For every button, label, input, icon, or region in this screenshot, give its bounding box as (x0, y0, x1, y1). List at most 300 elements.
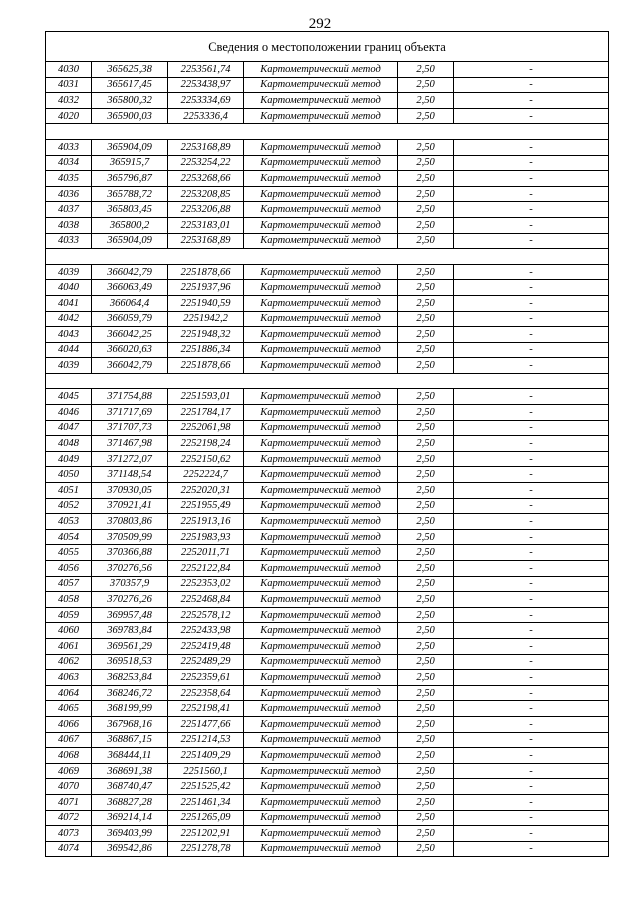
x-coordinate-cell: 365788,72 (92, 186, 168, 202)
x-coordinate-cell: 370509,99 (92, 529, 168, 545)
description-cell: - (454, 545, 609, 561)
x-coordinate-cell: 368253,84 (92, 670, 168, 686)
table-row (46, 280, 609, 296)
x-coordinate-cell: 366063,49 (92, 280, 168, 296)
table-row (46, 638, 609, 654)
description-cell: - (454, 810, 609, 826)
y-coordinate-cell: 2253168,89 (168, 139, 244, 155)
x-coordinate-cell: 365625,38 (92, 62, 168, 78)
x-coordinate-cell: 366042,25 (92, 327, 168, 343)
description-cell: - (454, 280, 609, 296)
table-row (46, 529, 609, 545)
accuracy-cell: 2,50 (398, 794, 454, 810)
y-coordinate-cell: 2252359,61 (168, 670, 244, 686)
point-number-cell: 4033 (46, 139, 92, 155)
point-number-cell: 4046 (46, 405, 92, 421)
description-cell: - (454, 638, 609, 654)
accuracy-cell: 2,50 (398, 311, 454, 327)
x-coordinate-cell: 371467,98 (92, 436, 168, 452)
y-coordinate-cell: 2252468,84 (168, 592, 244, 608)
description-cell: - (454, 93, 609, 109)
x-coordinate-cell: 370357,9 (92, 576, 168, 592)
point-number-cell: 4049 (46, 451, 92, 467)
group-separator-cell (46, 373, 609, 389)
x-coordinate-cell: 366059,79 (92, 311, 168, 327)
table-row (46, 202, 609, 218)
accuracy-cell: 2,50 (398, 389, 454, 405)
description-cell: - (454, 295, 609, 311)
accuracy-cell: 2,50 (398, 93, 454, 109)
accuracy-cell: 2,50 (398, 498, 454, 514)
point-number-cell: 4067 (46, 732, 92, 748)
point-number-cell: 4020 (46, 108, 92, 124)
accuracy-cell: 2,50 (398, 810, 454, 826)
description-cell: - (454, 451, 609, 467)
x-coordinate-cell: 370366,88 (92, 545, 168, 561)
description-cell: - (454, 732, 609, 748)
description-cell: - (454, 62, 609, 78)
description-cell: - (454, 171, 609, 187)
description-cell: - (454, 264, 609, 280)
y-coordinate-cell: 2251886,34 (168, 342, 244, 358)
x-coordinate-cell: 368691,38 (92, 763, 168, 779)
description-cell: - (454, 342, 609, 358)
description-cell: - (454, 77, 609, 93)
description-cell: - (454, 405, 609, 421)
table-row (46, 405, 609, 421)
x-coordinate-cell: 365904,09 (92, 233, 168, 249)
description-cell: - (454, 716, 609, 732)
accuracy-cell: 2,50 (398, 545, 454, 561)
method-cell: Картометрический метод (244, 264, 398, 280)
description-cell: - (454, 701, 609, 717)
accuracy-cell: 2,50 (398, 233, 454, 249)
x-coordinate-cell: 367968,16 (92, 716, 168, 732)
point-number-cell: 4055 (46, 545, 92, 561)
y-coordinate-cell: 2251202,91 (168, 826, 244, 842)
table-title: Сведения о местоположении границ объекта (46, 32, 609, 62)
accuracy-cell: 2,50 (398, 451, 454, 467)
description-cell: - (454, 748, 609, 764)
table-row (46, 670, 609, 686)
table-row (46, 748, 609, 764)
description-cell: - (454, 233, 609, 249)
table-row (46, 451, 609, 467)
description-cell: - (454, 623, 609, 639)
y-coordinate-cell: 2253336,4 (168, 108, 244, 124)
x-coordinate-cell: 370921,41 (92, 498, 168, 514)
method-cell: Картометрический метод (244, 545, 398, 561)
table-row (46, 794, 609, 810)
method-cell: Картометрический метод (244, 451, 398, 467)
accuracy-cell: 2,50 (398, 779, 454, 795)
y-coordinate-cell: 2252020,31 (168, 483, 244, 499)
table-title-row (46, 32, 609, 62)
y-coordinate-cell: 2251409,29 (168, 748, 244, 764)
point-number-cell: 4056 (46, 561, 92, 577)
accuracy-cell: 2,50 (398, 280, 454, 296)
table-row (46, 264, 609, 280)
x-coordinate-cell: 369518,53 (92, 654, 168, 670)
y-coordinate-cell: 2252198,41 (168, 701, 244, 717)
method-cell: Картометрический метод (244, 498, 398, 514)
method-cell: Картометрический метод (244, 794, 398, 810)
description-cell: - (454, 483, 609, 499)
table-row (46, 607, 609, 623)
y-coordinate-cell: 2252358,64 (168, 685, 244, 701)
accuracy-cell: 2,50 (398, 732, 454, 748)
y-coordinate-cell: 2251278,78 (168, 841, 244, 857)
y-coordinate-cell: 2253168,89 (168, 233, 244, 249)
table-row (46, 217, 609, 233)
y-coordinate-cell: 2251461,34 (168, 794, 244, 810)
method-cell: Картометрический метод (244, 171, 398, 187)
description-cell: - (454, 389, 609, 405)
method-cell: Картометрический метод (244, 311, 398, 327)
point-number-cell: 4042 (46, 311, 92, 327)
accuracy-cell: 2,50 (398, 358, 454, 374)
accuracy-cell: 2,50 (398, 139, 454, 155)
y-coordinate-cell: 2253334,69 (168, 93, 244, 109)
description-cell: - (454, 420, 609, 436)
method-cell: Картометрический метод (244, 826, 398, 842)
method-cell: Картометрический метод (244, 295, 398, 311)
point-number-cell: 4031 (46, 77, 92, 93)
description-cell: - (454, 794, 609, 810)
description-cell: - (454, 561, 609, 577)
accuracy-cell: 2,50 (398, 186, 454, 202)
x-coordinate-cell: 369561,29 (92, 638, 168, 654)
table-row (46, 295, 609, 311)
point-number-cell: 4039 (46, 358, 92, 374)
x-coordinate-cell: 370276,26 (92, 592, 168, 608)
description-cell: - (454, 607, 609, 623)
description-cell: - (454, 186, 609, 202)
point-number-cell: 4054 (46, 529, 92, 545)
method-cell: Картометрический метод (244, 716, 398, 732)
point-number-cell: 4047 (46, 420, 92, 436)
y-coordinate-cell: 2252353,02 (168, 576, 244, 592)
x-coordinate-cell: 368827,28 (92, 794, 168, 810)
method-cell: Картометрический метод (244, 763, 398, 779)
method-cell: Картометрический метод (244, 62, 398, 78)
x-coordinate-cell: 369403,99 (92, 826, 168, 842)
x-coordinate-cell: 365617,45 (92, 77, 168, 93)
method-cell: Картометрический метод (244, 233, 398, 249)
accuracy-cell: 2,50 (398, 467, 454, 483)
point-number-cell: 4043 (46, 327, 92, 343)
accuracy-cell: 2,50 (398, 405, 454, 421)
y-coordinate-cell: 2253254,22 (168, 155, 244, 171)
table-row (46, 483, 609, 499)
table-row (46, 545, 609, 561)
method-cell: Картометрический метод (244, 342, 398, 358)
method-cell: Картометрический метод (244, 280, 398, 296)
x-coordinate-cell: 371707,73 (92, 420, 168, 436)
point-number-cell: 4032 (46, 93, 92, 109)
x-coordinate-cell: 368444,11 (92, 748, 168, 764)
x-coordinate-cell: 365796,87 (92, 171, 168, 187)
method-cell: Картометрический метод (244, 841, 398, 857)
point-number-cell: 4050 (46, 467, 92, 483)
description-cell: - (454, 311, 609, 327)
table-row (46, 77, 609, 93)
y-coordinate-cell: 2253438,97 (168, 77, 244, 93)
accuracy-cell: 2,50 (398, 638, 454, 654)
method-cell: Картометрический метод (244, 701, 398, 717)
description-cell: - (454, 108, 609, 124)
method-cell: Картометрический метод (244, 108, 398, 124)
method-cell: Картометрический метод (244, 186, 398, 202)
group-separator-row (46, 249, 609, 265)
accuracy-cell: 2,50 (398, 420, 454, 436)
y-coordinate-cell: 2252419,48 (168, 638, 244, 654)
method-cell: Картометрический метод (244, 77, 398, 93)
description-cell: - (454, 685, 609, 701)
table-row (46, 186, 609, 202)
x-coordinate-cell: 368199,99 (92, 701, 168, 717)
point-number-cell: 4071 (46, 794, 92, 810)
x-coordinate-cell: 371754,88 (92, 389, 168, 405)
table-row (46, 810, 609, 826)
table-row (46, 93, 609, 109)
point-number-cell: 4065 (46, 701, 92, 717)
point-number-cell: 4053 (46, 514, 92, 530)
table-row (46, 327, 609, 343)
method-cell: Картометрический метод (244, 607, 398, 623)
y-coordinate-cell: 2253208,85 (168, 186, 244, 202)
method-cell: Картометрический метод (244, 405, 398, 421)
table-row (46, 155, 609, 171)
table-row (46, 436, 609, 452)
method-cell: Картометрический метод (244, 576, 398, 592)
accuracy-cell: 2,50 (398, 701, 454, 717)
table-row (46, 576, 609, 592)
x-coordinate-cell: 369783,84 (92, 623, 168, 639)
table-body (46, 32, 609, 857)
x-coordinate-cell: 371272,07 (92, 451, 168, 467)
point-number-cell: 4035 (46, 171, 92, 187)
x-coordinate-cell: 365800,2 (92, 217, 168, 233)
x-coordinate-cell: 366042,79 (92, 358, 168, 374)
page-number: 292 (308, 16, 332, 32)
table-row (46, 342, 609, 358)
y-coordinate-cell: 2253206,88 (168, 202, 244, 218)
table-row (46, 233, 609, 249)
method-cell: Картометрический метод (244, 155, 398, 171)
method-cell: Картометрический метод (244, 467, 398, 483)
method-cell: Картометрический метод (244, 389, 398, 405)
accuracy-cell: 2,50 (398, 592, 454, 608)
x-coordinate-cell: 365915,7 (92, 155, 168, 171)
table-row (46, 701, 609, 717)
description-cell: - (454, 763, 609, 779)
description-cell: - (454, 467, 609, 483)
accuracy-cell: 2,50 (398, 561, 454, 577)
y-coordinate-cell: 2251878,66 (168, 264, 244, 280)
method-cell: Картометрический метод (244, 592, 398, 608)
table-row (46, 514, 609, 530)
accuracy-cell: 2,50 (398, 716, 454, 732)
table-row (46, 389, 609, 405)
table-row (46, 716, 609, 732)
description-cell: - (454, 529, 609, 545)
description-cell: - (454, 358, 609, 374)
table-row (46, 311, 609, 327)
accuracy-cell: 2,50 (398, 202, 454, 218)
y-coordinate-cell: 2253183,01 (168, 217, 244, 233)
method-cell: Картометрический метод (244, 748, 398, 764)
method-cell: Картометрический метод (244, 93, 398, 109)
accuracy-cell: 2,50 (398, 155, 454, 171)
table-row (46, 654, 609, 670)
table-row (46, 685, 609, 701)
method-cell: Картометрический метод (244, 779, 398, 795)
y-coordinate-cell: 2252150,62 (168, 451, 244, 467)
accuracy-cell: 2,50 (398, 77, 454, 93)
description-cell: - (454, 498, 609, 514)
x-coordinate-cell: 368740,47 (92, 779, 168, 795)
table-row (46, 420, 609, 436)
method-cell: Картометрический метод (244, 436, 398, 452)
point-number-cell: 4039 (46, 264, 92, 280)
description-cell: - (454, 779, 609, 795)
boundary-coordinates-table (45, 31, 609, 857)
accuracy-cell: 2,50 (398, 295, 454, 311)
description-cell: - (454, 202, 609, 218)
method-cell: Картометрический метод (244, 327, 398, 343)
method-cell: Картометрический метод (244, 732, 398, 748)
description-cell: - (454, 592, 609, 608)
x-coordinate-cell: 369214,14 (92, 810, 168, 826)
point-number-cell: 4072 (46, 810, 92, 826)
point-number-cell: 4070 (46, 779, 92, 795)
method-cell: Картометрический метод (244, 358, 398, 374)
x-coordinate-cell: 371148,54 (92, 467, 168, 483)
x-coordinate-cell: 365904,09 (92, 139, 168, 155)
y-coordinate-cell: 2251525,42 (168, 779, 244, 795)
group-separator-cell (46, 124, 609, 140)
point-number-cell: 4073 (46, 826, 92, 842)
point-number-cell: 4033 (46, 233, 92, 249)
y-coordinate-cell: 2251983,93 (168, 529, 244, 545)
y-coordinate-cell: 2251878,66 (168, 358, 244, 374)
accuracy-cell: 2,50 (398, 217, 454, 233)
accuracy-cell: 2,50 (398, 171, 454, 187)
table-row (46, 171, 609, 187)
y-coordinate-cell: 2251784,17 (168, 405, 244, 421)
accuracy-cell: 2,50 (398, 342, 454, 358)
x-coordinate-cell: 368246,72 (92, 685, 168, 701)
description-cell: - (454, 139, 609, 155)
accuracy-cell: 2,50 (398, 264, 454, 280)
table-row (46, 108, 609, 124)
description-cell: - (454, 327, 609, 343)
accuracy-cell: 2,50 (398, 670, 454, 686)
table-row (46, 498, 609, 514)
description-cell: - (454, 654, 609, 670)
accuracy-cell: 2,50 (398, 826, 454, 842)
point-number-cell: 4044 (46, 342, 92, 358)
accuracy-cell: 2,50 (398, 841, 454, 857)
y-coordinate-cell: 2251265,09 (168, 810, 244, 826)
accuracy-cell: 2,50 (398, 576, 454, 592)
accuracy-cell: 2,50 (398, 529, 454, 545)
table-row (46, 139, 609, 155)
point-number-cell: 4062 (46, 654, 92, 670)
point-number-cell: 4048 (46, 436, 92, 452)
method-cell: Картометрический метод (244, 217, 398, 233)
y-coordinate-cell: 2252061,98 (168, 420, 244, 436)
method-cell: Картометрический метод (244, 810, 398, 826)
point-number-cell: 4034 (46, 155, 92, 171)
point-number-cell: 4058 (46, 592, 92, 608)
point-number-cell: 4052 (46, 498, 92, 514)
y-coordinate-cell: 2251560,1 (168, 763, 244, 779)
point-number-cell: 4051 (46, 483, 92, 499)
y-coordinate-cell: 2252489,29 (168, 654, 244, 670)
y-coordinate-cell: 2251948,32 (168, 327, 244, 343)
point-number-cell: 4066 (46, 716, 92, 732)
point-number-cell: 4064 (46, 685, 92, 701)
accuracy-cell: 2,50 (398, 327, 454, 343)
accuracy-cell: 2,50 (398, 108, 454, 124)
description-cell: - (454, 576, 609, 592)
method-cell: Картометрический метод (244, 529, 398, 545)
point-number-cell: 4060 (46, 623, 92, 639)
point-number-cell: 4036 (46, 186, 92, 202)
y-coordinate-cell: 2251940,59 (168, 295, 244, 311)
y-coordinate-cell: 2252011,71 (168, 545, 244, 561)
method-cell: Картометрический метод (244, 654, 398, 670)
accuracy-cell: 2,50 (398, 763, 454, 779)
method-cell: Картометрический метод (244, 670, 398, 686)
point-number-cell: 4068 (46, 748, 92, 764)
table-row (46, 623, 609, 639)
table-row (46, 592, 609, 608)
table-row (46, 62, 609, 78)
y-coordinate-cell: 2251477,66 (168, 716, 244, 732)
table-row (46, 732, 609, 748)
x-coordinate-cell: 366042,79 (92, 264, 168, 280)
y-coordinate-cell: 2251913,16 (168, 514, 244, 530)
accuracy-cell: 2,50 (398, 436, 454, 452)
point-number-cell: 4041 (46, 295, 92, 311)
accuracy-cell: 2,50 (398, 607, 454, 623)
table-row (46, 467, 609, 483)
point-number-cell: 4057 (46, 576, 92, 592)
x-coordinate-cell: 369957,48 (92, 607, 168, 623)
table-row (46, 779, 609, 795)
table-row (46, 763, 609, 779)
y-coordinate-cell: 2251593,01 (168, 389, 244, 405)
y-coordinate-cell: 2252224,7 (168, 467, 244, 483)
x-coordinate-cell: 369542,86 (92, 841, 168, 857)
point-number-cell: 4037 (46, 202, 92, 218)
x-coordinate-cell: 365803,45 (92, 202, 168, 218)
point-number-cell: 4069 (46, 763, 92, 779)
y-coordinate-cell: 2253268,66 (168, 171, 244, 187)
method-cell: Картометрический метод (244, 514, 398, 530)
description-cell: - (454, 514, 609, 530)
x-coordinate-cell: 370803,86 (92, 514, 168, 530)
table-row (46, 826, 609, 842)
table-row (46, 841, 609, 857)
method-cell: Картометрический метод (244, 139, 398, 155)
point-number-cell: 4061 (46, 638, 92, 654)
description-cell: - (454, 217, 609, 233)
y-coordinate-cell: 2252198,24 (168, 436, 244, 452)
